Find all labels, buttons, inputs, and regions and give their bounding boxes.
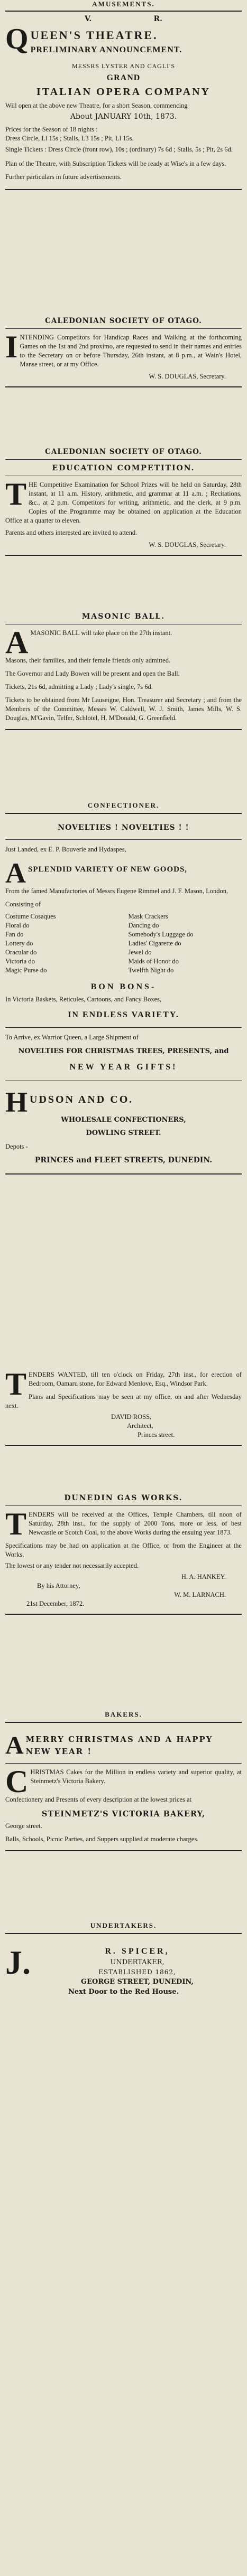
plan-notice: Plan of the Theatre, with Subscription Tickets will be ready at Wise's in a few days. (5, 160, 226, 167)
body-text: ENDERS WANTED, till ten o'clock on Friday, 27th inst., for erection of Bedroom, Oamaru stone, for Edward Menlove, Esq., Windsor Park. (29, 1371, 242, 1387)
divider (5, 11, 242, 12)
wholesale-line: WHOLESALE CONFECTIONERS, (61, 1116, 186, 1124)
arrive-line: To Arrive, ex Warrior Queen, a Large Shipment of (5, 1034, 139, 1041)
divider (5, 839, 242, 840)
consisting-line: Consisting of (5, 901, 41, 908)
divider (5, 1850, 242, 1851)
xmas-novelties: NOVELTIES FOR CHRISTMAS TREES, PRESENTS, and (18, 1047, 229, 1055)
signature-address: Princes street. (138, 1431, 175, 1438)
splendid-variety: SPLENDID VARIETY OF NEW GOODS, (28, 865, 188, 874)
manufactory-line: From the famed Manufactories of Messrs Eugene Rimmel and J. F. Mason, London, (5, 887, 228, 895)
depots-streets: PRINCES and FLEET STREETS, DUNEDIN. (34, 1156, 213, 1164)
bakery-street: George street. (5, 1822, 42, 1830)
list-item: Dancing do (128, 922, 159, 929)
list-item: Fan do (5, 931, 24, 938)
further-notice: Further particulars in future advertisements. (5, 173, 122, 181)
dropcap: A (5, 857, 26, 889)
divider (5, 813, 242, 814)
signature-title: Architect, (127, 1422, 153, 1429)
dropcap: H (5, 1086, 28, 1118)
section-heading: CONFECTIONER. (87, 801, 160, 809)
dropcap: A (5, 625, 29, 660)
attorney-line: By his Attorney, (37, 1582, 80, 1589)
confectionery-notice: Confectionery and Presents of every description at the lowest prices at (5, 1796, 191, 1803)
divider (5, 386, 242, 387)
body-text: NTENDING Competitors for Handicap Races and Walking at the forthcoming Games on the 1st and 2nd proximo, are requested to send in their names and entries to the Secretary on or before Thursday, 26th instant, at 8 p.m., at Wain's Hotel, Manse street, or at my Office. (20, 334, 242, 368)
body-text: MASONIC BALL will take place on the 27th instant. (30, 629, 172, 637)
confectioner-header (5, 801, 242, 814)
body-text: ENDERS will be received at the Offices, Temple Chambers, till noon of Saturday, 28th inst., for the supply of 2000 Tons, more or less, of best Newcastle or Scotch Coal, to the above Works during the ensuing year 1873. (29, 1511, 242, 1536)
landed-line: Just Landed, ex E. P. Bouverie and Hydaspes, (5, 846, 126, 853)
divider (5, 1614, 242, 1615)
section-heading: UNDERTAKERS. (90, 1921, 157, 1929)
new-year-gifts: NEW YEAR GIFTS! (69, 1063, 178, 1072)
dropcap: J. (5, 1944, 31, 1981)
goods-list-right (128, 912, 242, 975)
queens-theatre-ad (5, 15, 242, 190)
masonic-ball-ad (5, 612, 242, 730)
dropcap: I (5, 329, 18, 364)
divider (5, 1722, 242, 1723)
spicer-trade: UNDERTAKER, (110, 1958, 164, 1966)
divider (5, 729, 242, 730)
ticket-sellers: Tickets to be obtained from Mr Lauseigne, Hon. Treasurer and Secretary ; and from the Members of the Committee, Messrs W. Caldwell, W. J. Smith, James Mills, W. S. Douglas, M'Gavin, Telfer, Schlotel, H. M'Donald, G. Greenfield. (5, 696, 242, 722)
grand-line: GRAND (106, 73, 141, 82)
season-prices: Dress Circle, Ll 15s ; Stalls, L3 15s ; Pit, Ll 15s. (5, 135, 134, 142)
body-text: Will open at the above new Theatre, for a short Season, commencing (5, 102, 188, 109)
list-item: Floral do (5, 922, 30, 929)
spicer-name: R. SPICER, (105, 1947, 170, 1956)
ad-subtitle: EDUCATION COMPETITION. (52, 464, 195, 472)
depots-label: Depots - (5, 1143, 28, 1150)
steinmetz-bakery-ad (5, 1731, 242, 1851)
spicer-undertaker-ad (5, 1944, 242, 1996)
royal-crest (5, 15, 242, 23)
ad-title: CALEDONIAN SOCIETY OF OTAGO. (45, 448, 202, 456)
spicer-street: GEORGE STREET, DUNEDIN, (81, 1978, 194, 1986)
plans-notice: Plans and Specifications may be seen at my office, on and after Wednesday next. (5, 1393, 242, 1409)
bonbons-description: In Victoria Baskets, Reticules, Cartoons, and Fancy Boxes, (5, 996, 162, 1003)
parents-notice: Parents and others interested are invited to attend. (5, 529, 138, 536)
list-item: Mask Crackers (128, 913, 168, 920)
amusements-header (5, 0, 242, 12)
novelties-heading: NOVELTIES ! NOVELTIES ! ! (58, 823, 189, 832)
ad-title: MASONIC BALL. (81, 612, 166, 621)
caledonian-education-ad (5, 448, 242, 556)
signature-name: DAVID ROSS, (111, 1413, 152, 1420)
body-text: HE Competitive Examination for School Prizes will be held on Saturday, 28th instant, at 11 a.m. History, arithmetic, and grammar at 11 a.m. ; Recitations, &c., at 2 p.m. Competitors for writing, arithmetic, and the clerk, at 9 p.m. Copies of the Programme may be obtained on application at the Education Office at a quarter to eleven. (5, 481, 242, 524)
single-tickets: Single Tickets : Dress Circle (front row), 10s ; (ordinary) 7s 6d ; Stalls, 5s ; Pit, 2s 6d. (5, 146, 233, 153)
notice-date: 21st December, 1872. (26, 1600, 85, 1607)
divider (5, 1763, 242, 1764)
bakery-name: STEINMETZ'S VICTORIA BAKERY, (41, 1810, 206, 1819)
bonbons-heading: BON BONS- (90, 982, 157, 991)
spicer-established: ESTABLISHED 1862, (98, 1968, 176, 1976)
ross-tenders-ad (5, 1367, 242, 1446)
gas-works-ad (5, 1494, 242, 1615)
divider (5, 189, 242, 190)
list-item: Magic Purse do (5, 967, 47, 974)
caledonian-races-ad (5, 317, 242, 387)
undertakers-header (5, 1921, 242, 1934)
divider (5, 328, 242, 329)
bakers-header (5, 1710, 242, 1723)
ad-title: CALEDONIAN SOCIETY OF OTAGO. (45, 317, 202, 325)
list-item: Ladies' Cigarette do (128, 940, 181, 947)
dropcap: T (5, 1507, 27, 1541)
opening-date: About JANUARY 10th, 1873. (70, 112, 177, 121)
signature: W. S. DOUGLAS, Secretary. (149, 541, 226, 548)
divider (5, 1173, 242, 1175)
announcement-subtitle: PRELIMINARY ANNOUNCEMENT. (30, 45, 182, 54)
list-item: Costume Cosaques (5, 913, 56, 920)
dropcap: A (5, 1731, 24, 1759)
dropcap: Q (5, 23, 29, 55)
theatre-title: UEEN'S THEATRE. (30, 29, 158, 42)
spicer-next-door: Next Door to the Red House. (68, 1988, 179, 1996)
divider (5, 1505, 242, 1506)
dowling-street: DOWLING STREET. (86, 1129, 161, 1137)
list-item: Jewel do (128, 949, 152, 956)
divider (5, 1933, 242, 1934)
opera-company: ITALIAN OPERA COMPANY (36, 86, 211, 98)
catering-notice: Balls, Schools, Picnic Parties, and Suppers supplied at moderate charges. (5, 1835, 199, 1843)
crest-right: R. (153, 15, 162, 23)
divider (5, 459, 242, 460)
prices-heading: Prices for the Season of 18 nights : (5, 126, 98, 133)
section-heading: AMUSEMENTS. (92, 0, 155, 8)
merry-christmas: MERRY CHRISTMAS AND A HAPPY NEW YEAR ! (25, 1735, 213, 1756)
divider (5, 1445, 242, 1446)
dropcap: C (5, 1764, 29, 1799)
endless-variety: IN ENDLESS VARIETY. (68, 1010, 179, 1019)
dropcap: T (5, 477, 27, 512)
lowest-tender-notice: The lowest or any tender not necessarily accepted. (5, 1562, 139, 1569)
goods-list (5, 912, 242, 975)
signature: H. A. HANKEY. (181, 1573, 226, 1580)
hudson-novelties-ad (5, 823, 242, 1175)
list-item: Twelfth Night do (128, 967, 174, 974)
specifications-notice: Specifications may be had on application at the Office, or from the Engineer at the Works. (5, 1542, 242, 1558)
list-item: Maids of Honor do (128, 958, 179, 965)
signature: W. S. DOUGLAS, Secretary. (149, 373, 226, 380)
divider (5, 1027, 242, 1028)
list-item: Oracular do (5, 949, 37, 956)
list-item: Victoria do (5, 958, 35, 965)
ad-title: DUNEDIN GAS WORKS. (64, 1494, 183, 1502)
list-item: Somebody's Luggage do (128, 931, 194, 938)
body-text: HRISTMAS Cakes for the Million in endless variety and superior quality, at Steinmetz's Victoria Bakery. (30, 1768, 242, 1785)
hudson-name: UDSON AND CO. (30, 1094, 134, 1105)
attorney-name: W. M. LARNACH. (174, 1591, 226, 1598)
messrs-line: MESSRS LYSTER AND CAGLI'S (72, 62, 175, 70)
masons-notice: Masons, their families, and their female friends only admitted. (5, 657, 171, 664)
list-item: Lottery do (5, 940, 33, 947)
section-heading: BAKERS. (105, 1710, 142, 1718)
divider (5, 555, 242, 556)
crest-left: V. (85, 15, 92, 23)
goods-list-left (5, 912, 119, 975)
ticket-prices: Tickets, 21s 6d, admitting a Lady ; Lady's single, 7s 6d. (5, 683, 153, 690)
governor-notice: The Governor and Lady Bowen will be present and open the Ball. (5, 670, 180, 677)
dropcap: T (5, 1367, 27, 1401)
